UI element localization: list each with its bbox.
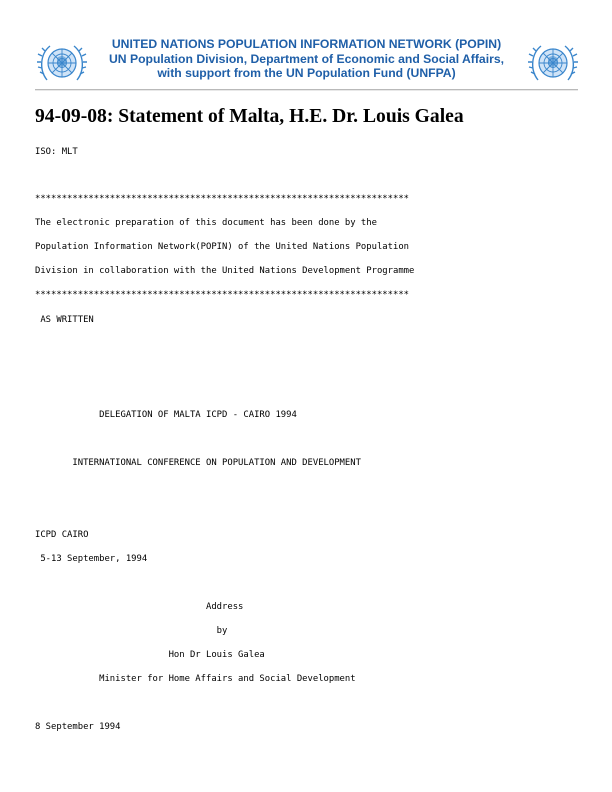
un-emblem-icon <box>37 38 87 88</box>
iso-code: ISO: MLT <box>35 147 78 157</box>
un-emblem-icon <box>528 38 578 88</box>
header-line-1: UNITED NATIONS POPULATION INFORMATION NETWORK (POPIN) <box>111 37 502 51</box>
page-header <box>35 34 578 90</box>
speaker-name: Hon Dr Louis Galea <box>35 650 265 660</box>
dates-line: 5-13 September, 1994 <box>35 554 148 564</box>
by-line: by <box>35 626 228 636</box>
separator-stars-top: ********************************************************************** <box>35 194 410 204</box>
document-title: 94-09-08: Statement of Malta, H.E. Dr. Louis Galea <box>35 106 464 127</box>
header-line-2: UN Population Division, Department of Economic and Social Affairs, <box>108 51 505 66</box>
separator-stars-bottom: ********************************************************************** <box>35 290 410 300</box>
address-line: Address <box>35 602 244 612</box>
prep-line-2: Population Information Network(POPIN) of the United Nations Population <box>35 242 410 252</box>
popin-header-text <box>87 37 526 81</box>
prep-line-1: The electronic preparation of this document has been done by the <box>35 218 377 228</box>
delegation-line: DELEGATION OF MALTA ICPD - CAIRO 1994 <box>35 410 297 420</box>
venue-line: ICPD CAIRO <box>35 530 89 540</box>
header-line-3: with support from the UN Population Fund (UNFPA) <box>157 66 456 81</box>
statement-date: 8 September 1994 <box>35 722 121 732</box>
as-written-note: AS WRITTEN <box>35 315 94 325</box>
speaker-position: Minister for Home Affairs and Social Development <box>35 674 356 684</box>
conference-line: INTERNATIONAL CONFERENCE ON POPULATION AND DEVELOPMENT <box>35 458 361 468</box>
header-divider <box>35 89 578 91</box>
prep-line-3: Division in collaboration with the United Nations Development Programme <box>35 266 415 276</box>
